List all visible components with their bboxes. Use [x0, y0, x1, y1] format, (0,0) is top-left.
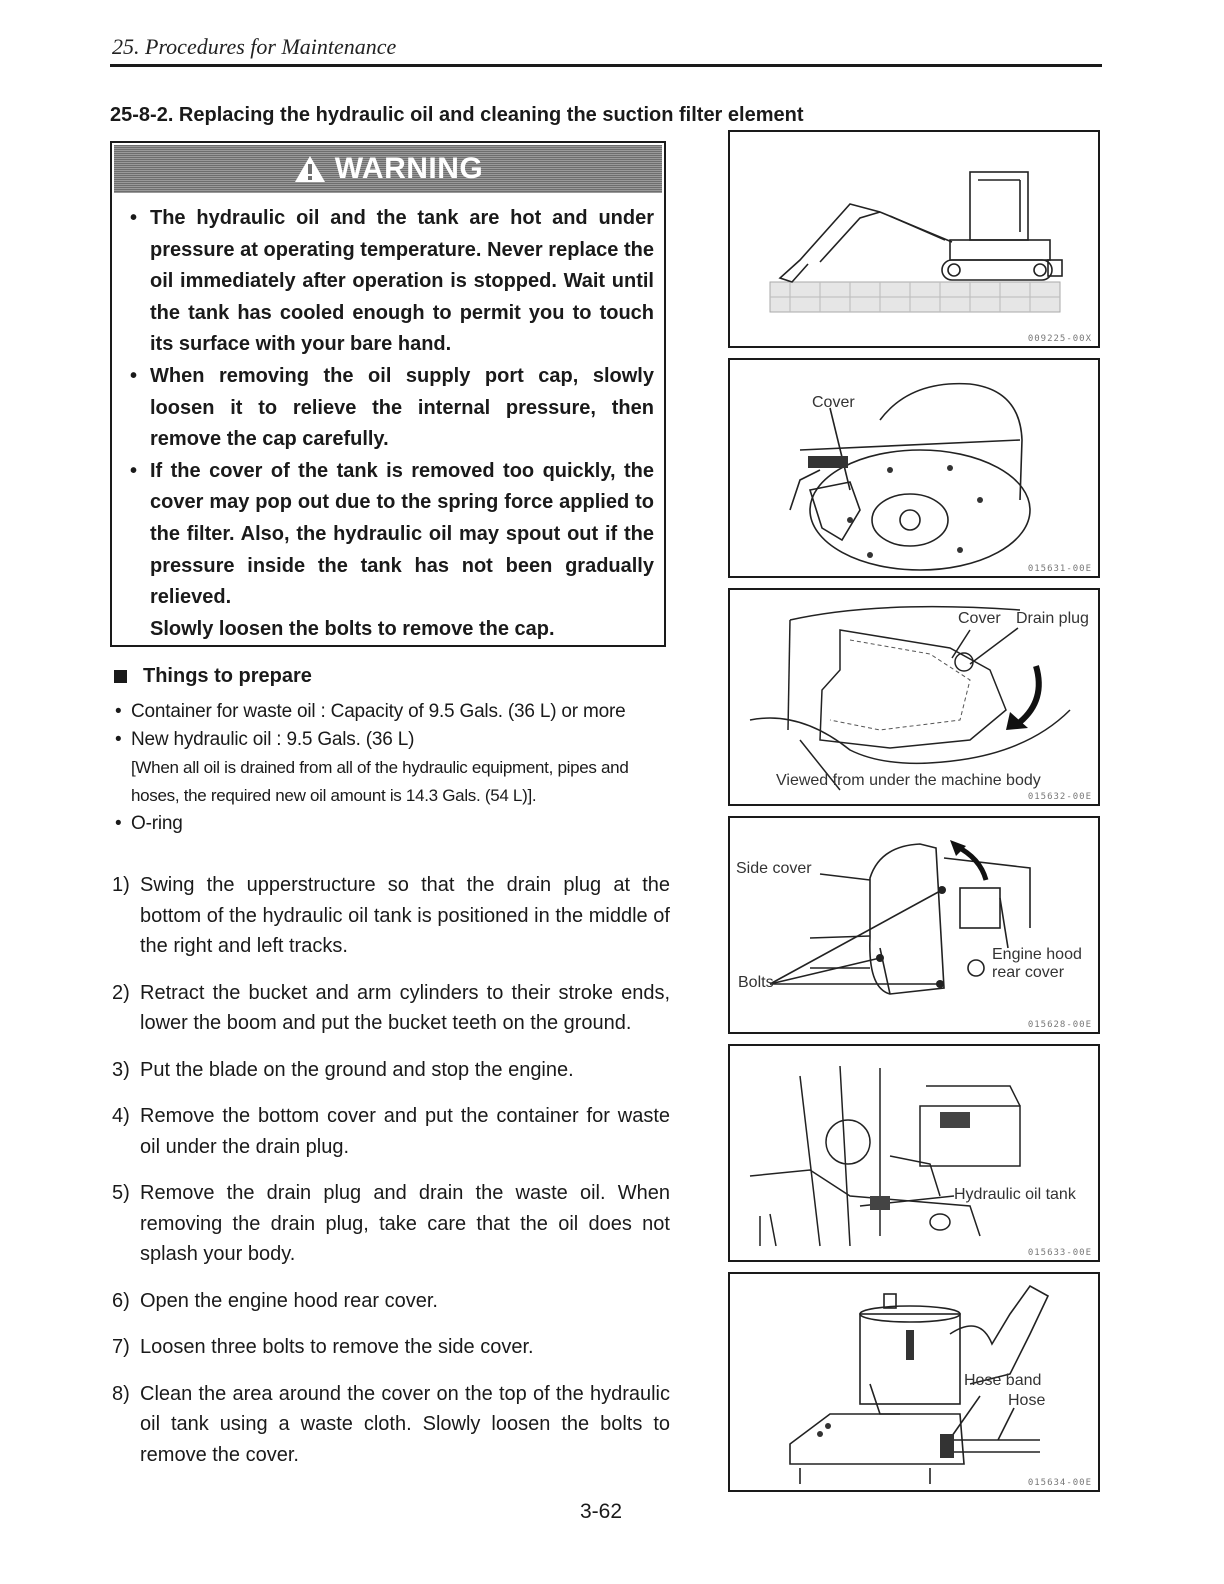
hydraulic-tank-illustration [730, 1046, 1098, 1260]
label-cover: Cover [812, 394, 855, 411]
prepare-item: • New hydraulic oil : 9.5 Gals. (36 L) [112, 726, 672, 754]
figure-drain-plug [728, 588, 1100, 806]
step-item [112, 978, 670, 1039]
step-item [112, 1178, 670, 1270]
step-text: Remove the drain plug and drain the waste oil. When removing the drain plug, take care that the oil does not splash your body. [140, 1182, 670, 1265]
warning-item: • The hydraulic oil and the tank are hot and under pressure at operating temperature. Never replace the oil immediately after operation is stopped. Wait until the tank has cooled enough to permit you to touch its surface with your bare hand. [150, 203, 654, 361]
figure-code: 015632-00E [1027, 792, 1092, 802]
step-number: 8) [112, 1382, 130, 1405]
label-bolts: Bolts [738, 974, 774, 991]
step-item [112, 1286, 670, 1317]
prepare-note: [When all oil is drained from all of the hydraulic equipment, pipes and hoses, the required new oil amount is 14.3 Gals. (54 L)]. [131, 758, 629, 805]
warning-banner [114, 145, 662, 193]
figure-code: 015634-00E [1027, 1478, 1092, 1488]
step-text: Retract the bucket and arm cylinders to their stroke ends, lower the boom and put the bucket teeth on the ground. [140, 981, 670, 1034]
step-text: Clean the area around the cover on the top of the hydraulic oil tank using a waste cloth. Slowly loosen the bolts to remove the cover. [140, 1382, 670, 1466]
step-item [112, 1332, 670, 1363]
step-number: 2) [112, 981, 130, 1004]
section-title: 25-8-2. Replacing the hydraulic oil and cleaning the suction filter element [110, 104, 804, 126]
running-header: 25. Procedures for Maintenance [112, 34, 397, 59]
label-hose-band: Hose band [964, 1372, 1042, 1389]
figure-side-cover [728, 816, 1100, 1034]
hose-band-illustration [730, 1274, 1098, 1490]
label-engine-hood: Engine hood [992, 946, 1082, 963]
step-number: 3) [112, 1058, 130, 1081]
prepare-heading [114, 665, 312, 688]
label-view-note: Viewed from under the machine body [776, 772, 1041, 789]
label-hydraulic-oil-tank: Hydraulic oil tank [954, 1186, 1076, 1203]
warning-item: Slowly loosen the bolts to remove the cap. [150, 617, 555, 640]
figure-code: 009225-00X [1027, 334, 1092, 344]
warning-item: • When removing the oil supply port cap, slowly loosen it to relieve the internal pressure, then remove the cap carefully. [150, 361, 654, 456]
label-cover: Cover [958, 610, 1001, 627]
figure-hose-band [728, 1272, 1100, 1492]
page-number: 3-62 [580, 1500, 623, 1523]
step-item [112, 1379, 670, 1471]
label-rear-cover: rear cover [992, 964, 1065, 981]
figure-code: 015633-00E [1027, 1248, 1092, 1258]
excavator-illustration [730, 132, 1098, 346]
step-item [112, 1101, 670, 1162]
prepare-list [112, 698, 672, 838]
figure-excavator [728, 130, 1100, 348]
figure-hydraulic-tank [728, 1044, 1100, 1262]
side-cover-illustration [730, 818, 1098, 1032]
label-drain-plug: Drain plug [1016, 610, 1089, 627]
step-number: 4) [112, 1105, 130, 1127]
prepare-item: • O-ring [112, 810, 672, 838]
warning-label: WARNING [334, 152, 484, 185]
procedure-steps [112, 870, 670, 1486]
warning-item: • If the cover of the tank is removed too quickly, the cover may pop out due to the spring force applied to the filter. Also, the hydraulic oil may spout out if the pressure inside the tank has not been gradually relieved. [150, 456, 654, 614]
warning-triangle-icon [293, 154, 327, 184]
step-text: Loosen three bolts to remove the side cover. [140, 1336, 534, 1358]
figure-tank-cover [728, 358, 1100, 578]
warning-box [110, 141, 666, 647]
prepare-item: • Container for waste oil : Capacity of 9.5 Gals. (36 L) or more [112, 698, 672, 726]
prepare-heading-text: Things to prepare [143, 665, 312, 687]
step-item [112, 870, 670, 962]
figure-code: 015631-00E [1027, 564, 1092, 574]
step-text: Remove the bottom cover and put the container for waste oil under the drain plug. [140, 1105, 670, 1158]
step-number: 1) [112, 874, 130, 896]
step-text: Open the engine hood rear cover. [140, 1289, 438, 1312]
label-hose: Hose [1008, 1392, 1046, 1409]
label-side-cover: Side cover [736, 860, 812, 877]
figure-code: 015628-00E [1027, 1020, 1092, 1030]
header-rule [110, 64, 1102, 67]
square-bullet-icon [114, 670, 127, 683]
step-number: 7) [112, 1336, 130, 1358]
step-item [112, 1055, 670, 1086]
warning-list [112, 193, 664, 645]
tank-cover-illustration [730, 360, 1098, 576]
step-number: 6) [112, 1289, 130, 1312]
step-number: 5) [112, 1182, 130, 1204]
step-text: Put the blade on the ground and stop the engine. [140, 1058, 574, 1081]
step-text: Swing the upperstructure so that the drain plug at the bottom of the hydraulic oil tank is positioned in the middle of the right and left tracks. [140, 874, 670, 957]
